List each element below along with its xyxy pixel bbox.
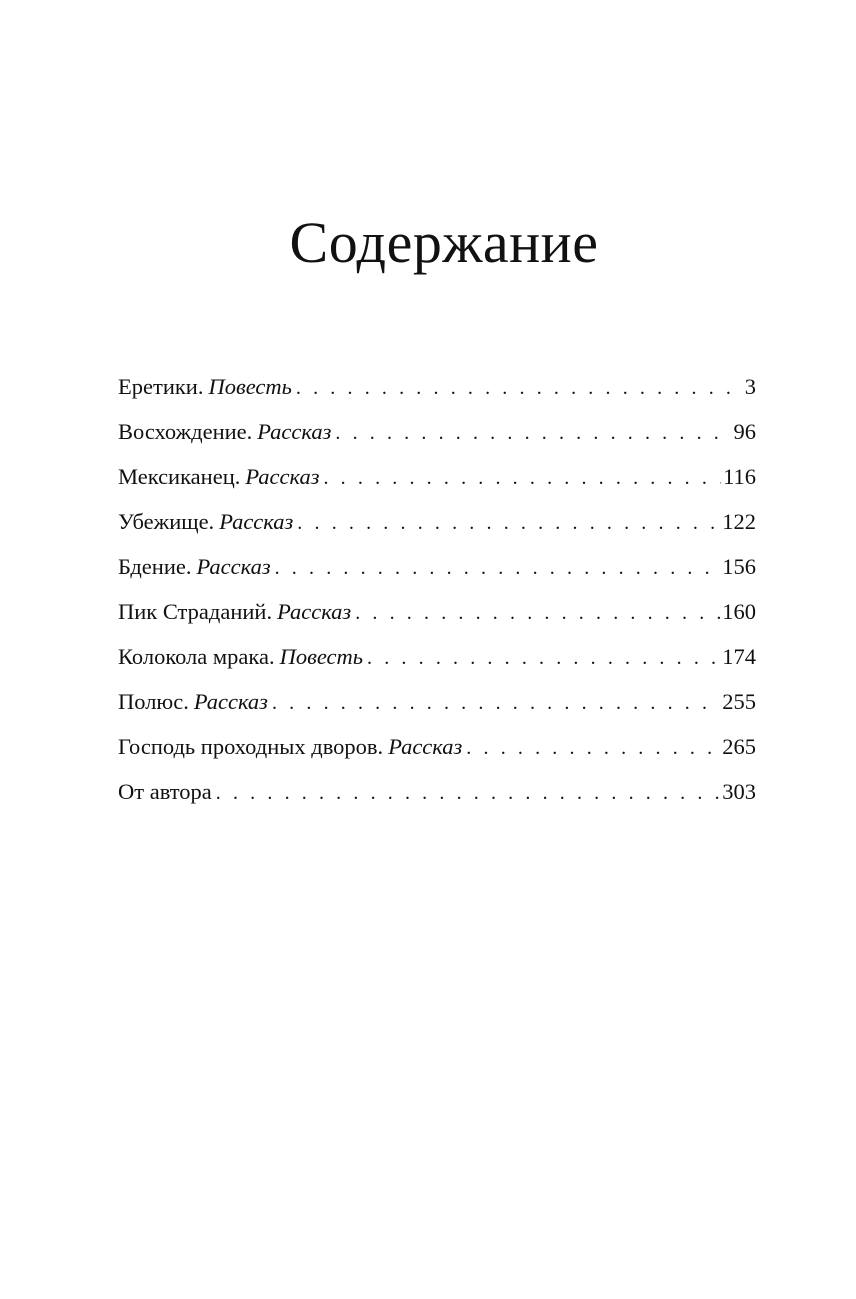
dot-leader — [323, 464, 721, 492]
entry-title: Колокола мрака. — [118, 644, 275, 669]
toc-entry — [118, 418, 756, 463]
entry-title: Господь проходных дворов. — [118, 734, 384, 759]
dot-leader — [367, 644, 720, 672]
dot-leader — [297, 509, 720, 537]
entry-page-number: 116 — [723, 464, 756, 489]
entry-genre: Рассказ — [193, 689, 268, 714]
entry-title: Восхождение. — [118, 419, 253, 444]
dot-leader — [272, 689, 720, 717]
dot-leader — [296, 374, 743, 402]
toc-entry — [118, 553, 756, 598]
page-title: Содержание — [289, 210, 599, 275]
entry-page-number: 96 — [733, 419, 756, 444]
entry-title: Мексиканец. — [118, 464, 241, 489]
toc-entry — [118, 598, 756, 643]
entry-page-number: 255 — [722, 689, 756, 714]
entry-genre: Рассказ — [219, 509, 294, 534]
entry-title: Полюс. — [118, 689, 189, 714]
dot-leader — [335, 419, 731, 447]
toc-entry — [118, 463, 756, 508]
entry-page-number: 156 — [722, 554, 756, 579]
entry-genre: Рассказ — [277, 599, 352, 624]
table-of-contents — [118, 373, 756, 823]
toc-entry — [118, 688, 756, 733]
entry-page-number: 122 — [722, 509, 756, 534]
entry-page-number: 174 — [722, 644, 756, 669]
entry-page-number: 160 — [722, 599, 756, 624]
entry-page-number: 265 — [722, 734, 756, 759]
toc-entry — [118, 508, 756, 553]
entry-title: От автора — [118, 779, 212, 804]
entry-title: Убежище. — [118, 509, 215, 534]
entry-title: Бдение. — [118, 554, 192, 579]
toc-entry — [118, 733, 756, 778]
toc-entry — [118, 643, 756, 688]
entry-genre: Повесть — [208, 374, 292, 399]
entry-page-number: 303 — [722, 779, 756, 804]
entry-genre: Повесть — [279, 644, 364, 669]
entry-genre: Рассказ — [196, 554, 271, 579]
dot-leader — [355, 599, 720, 627]
entry-genre: Рассказ — [245, 464, 320, 489]
dot-leader — [216, 779, 720, 807]
toc-entry — [118, 373, 756, 418]
entry-title: Пик Страданий. — [118, 599, 273, 624]
entry-page-number: 3 — [744, 374, 756, 399]
entry-genre: Рассказ — [257, 419, 332, 444]
toc-entry — [118, 778, 756, 823]
entry-genre: Рассказ — [388, 734, 463, 759]
dot-leader — [275, 554, 721, 582]
entry-title: Еретики. — [118, 374, 204, 399]
dot-leader — [466, 734, 720, 762]
